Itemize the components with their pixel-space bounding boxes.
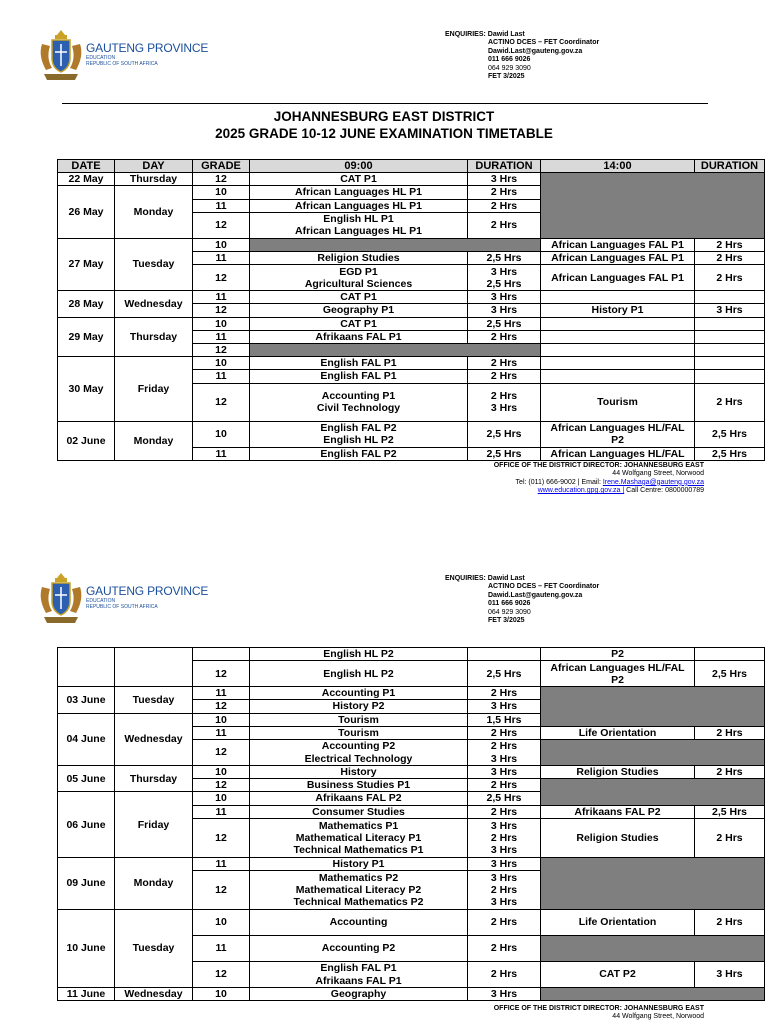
grade-cell: 12 [193, 962, 250, 988]
grade-cell: 10 [193, 988, 250, 1001]
morning-subject-cell: Accounting P2 [250, 936, 468, 962]
date-cell: 22 May [58, 173, 115, 186]
grade-cell: 12 [193, 344, 250, 357]
morning-subject-cell: Accounting [250, 910, 468, 936]
morning-duration-cell: 3 Hrs [468, 304, 541, 317]
no-session-cell [541, 740, 765, 766]
date-cell [58, 648, 115, 687]
logo-subtitle: EDUCATION [86, 54, 116, 61]
afternoon-duration-cell: 2,5 Hrs [695, 447, 765, 460]
enquiries-tel: 011 666 9026 [488, 56, 531, 64]
afternoon-subject-cell: Religion Studies [541, 818, 695, 857]
enquiries-block [445, 31, 599, 81]
gauteng-logo-2 [38, 567, 208, 627]
no-session-cell [541, 687, 765, 727]
table-row [58, 766, 765, 779]
date-cell: 27 May [58, 238, 115, 290]
afternoon-duration-cell: 2,5 Hrs [695, 421, 765, 447]
no-session-cell [541, 779, 765, 805]
morning-duration-cell: 3 Hrs [468, 700, 541, 713]
logo-title: GAUTENG PROVINCE [86, 583, 209, 598]
logo-title: GAUTENG PROVINCE [86, 40, 209, 55]
date-cell: 10 June [58, 910, 115, 988]
table-row [58, 687, 765, 700]
morning-subject-cell: Accounting P1 [250, 687, 468, 700]
logo-subtitle-2: REPUBLIC OF SOUTH AFRICA [86, 60, 158, 67]
afternoon-duration-cell [695, 291, 765, 304]
col-header-duration: DURATION [468, 160, 541, 173]
footer-page1 [494, 462, 704, 496]
day-cell: Tuesday [115, 910, 193, 988]
gauteng-logo [38, 24, 208, 84]
table-row [58, 421, 765, 447]
grade-cell: 11 [193, 857, 250, 870]
morning-subject-cell: Geography [250, 988, 468, 1001]
grade-cell: 11 [193, 936, 250, 962]
afternoon-duration-cell: 2 Hrs [695, 252, 765, 265]
no-session-cell [541, 988, 765, 1001]
enquiries-cell: 064 929 3090 [488, 64, 531, 72]
day-cell: Tuesday [115, 687, 193, 713]
grade-cell: 12 [193, 265, 250, 291]
enquiries-email: Dawid.Last@gauteng.gov.za [488, 591, 583, 599]
morning-subject-cell: English FAL P1 [250, 357, 468, 370]
afternoon-subject-cell [541, 291, 695, 304]
enquiries-cell: 064 929 3090 [488, 608, 531, 616]
table-row [58, 317, 765, 330]
grade-cell: 11 [193, 687, 250, 700]
col-header-day: DAY [115, 160, 193, 173]
no-session-cell [250, 238, 541, 251]
day-cell: Thursday [115, 766, 193, 792]
coat-of-arms-icon [38, 567, 84, 627]
no-session-cell [250, 344, 541, 357]
grade-cell: 12 [193, 661, 250, 687]
morning-subject-cell: African Languages HL P1 [250, 199, 468, 212]
grade-cell: 10 [193, 421, 250, 447]
day-cell: Monday [115, 857, 193, 909]
grade-cell: 10 [193, 713, 250, 726]
date-cell: 05 June [58, 766, 115, 792]
grade-cell: 12 [193, 304, 250, 317]
date-cell: 02 June [58, 421, 115, 460]
afternoon-subject-cell [541, 370, 695, 383]
col-header-grade: GRADE [193, 160, 250, 173]
morning-subject-cell: CAT P1 [250, 317, 468, 330]
morning-duration-cell: 2 Hrs [468, 726, 541, 739]
morning-subject-cell: English FAL P1 [250, 370, 468, 383]
afternoon-duration-cell: 2 Hrs [695, 910, 765, 936]
morning-subject-cell: History P1 [250, 857, 468, 870]
afternoon-duration-cell [695, 357, 765, 370]
afternoon-duration-cell: 3 Hrs [695, 304, 765, 317]
morning-duration-cell: 2 Hrs 3 Hrs [468, 740, 541, 766]
date-cell: 09 June [58, 857, 115, 909]
afternoon-duration-cell: 2 Hrs [695, 818, 765, 857]
morning-subject-cell: Business Studies P1 [250, 779, 468, 792]
afternoon-duration-cell [695, 317, 765, 330]
page-title: JOHANNESBURG EAST DISTRICT [273, 109, 495, 124]
morning-duration-cell: 1,5 Hrs [468, 713, 541, 726]
afternoon-subject-cell: African Languages HL/FAL [541, 447, 695, 460]
table-row [58, 238, 765, 251]
enquiries-ref: FET 3/2025 [488, 73, 525, 81]
morning-duration-cell: 2 Hrs [468, 779, 541, 792]
morning-duration-cell: 2,5 Hrs [468, 792, 541, 805]
enquiries-name: Dawid Last [487, 575, 525, 582]
morning-subject-cell: Religion Studies [250, 252, 468, 265]
morning-subject-cell: Tourism [250, 726, 468, 739]
enquiries-role: ACTINO DCES – FET Coordinator [488, 583, 600, 591]
morning-subject-cell: History P2 [250, 700, 468, 713]
col-header-0900: 09:00 [250, 160, 468, 173]
day-cell: Monday [115, 186, 193, 238]
afternoon-subject-cell: Afrikaans FAL P2 [541, 805, 695, 818]
timetable-page1 [57, 159, 765, 461]
enquiries-tel: 011 666 9026 [488, 600, 531, 608]
date-cell: 30 May [58, 357, 115, 421]
grade-cell: 11 [193, 726, 250, 739]
afternoon-duration-cell: 3 Hrs [695, 962, 765, 988]
date-cell: 03 June [58, 687, 115, 713]
afternoon-subject-cell [541, 330, 695, 343]
morning-duration-cell: 2 Hrs [468, 370, 541, 383]
date-cell: 04 June [58, 713, 115, 765]
morning-subject-cell: Accounting P2 Electrical Technology [250, 740, 468, 766]
footer-website-link[interactable]: www.education.gpg.gov.za | [537, 487, 625, 495]
no-session-cell [541, 857, 765, 909]
afternoon-subject-cell: African Languages HL/FAL P2 [541, 421, 695, 447]
grade-cell: 10 [193, 238, 250, 251]
timetable-page2 [57, 647, 765, 1001]
date-cell: 28 May [58, 291, 115, 317]
day-cell: Friday [115, 357, 193, 421]
afternoon-subject-cell: Tourism [541, 383, 695, 421]
table-row [58, 291, 765, 304]
morning-subject-cell: English FAL P1 Afrikaans FAL P1 [250, 962, 468, 988]
date-cell: 11 June [58, 988, 115, 1001]
morning-duration-cell: 2,5 Hrs [468, 447, 541, 460]
morning-duration-cell: 3 Hrs 2 Hrs 3 Hrs [468, 818, 541, 857]
morning-duration-cell: 2 Hrs [468, 199, 541, 212]
afternoon-subject-cell: African Languages FAL P1 [541, 238, 695, 251]
morning-duration-cell: 2 Hrs [468, 357, 541, 370]
morning-duration-cell: 3 Hrs 2 Hrs 3 Hrs [468, 871, 541, 910]
day-cell: Monday [115, 421, 193, 460]
morning-duration-cell: 2 Hrs [468, 687, 541, 700]
morning-subject-cell: Mathematics P1 Mathematical Literacy P1 Technical Mathematics P1 [250, 818, 468, 857]
enquiries-block-2 [445, 575, 599, 625]
col-header-duration-pm: DURATION [695, 160, 765, 173]
morning-subject-cell: English FAL P2 [250, 447, 468, 460]
morning-subject-cell: English HL P2 [250, 661, 468, 687]
grade-cell: 10 [193, 792, 250, 805]
day-cell: Wednesday [115, 713, 193, 765]
grade-cell: 10 [193, 766, 250, 779]
afternoon-duration-cell: 2,5 Hrs [695, 661, 765, 687]
morning-subject-cell: Geography P1 [250, 304, 468, 317]
afternoon-subject-cell [541, 344, 695, 357]
morning-duration-cell: 2,5 Hrs [468, 421, 541, 447]
morning-duration-cell: 3 Hrs [468, 766, 541, 779]
table-row [58, 173, 765, 186]
morning-duration-cell: 3 Hrs [468, 988, 541, 1001]
morning-subject-cell: English HL P1 African Languages HL P1 [250, 212, 468, 238]
afternoon-duration-cell: 2,5 Hrs [695, 805, 765, 818]
morning-duration-cell: 2 Hrs 3 Hrs [468, 383, 541, 421]
morning-subject-cell: Tourism [250, 713, 468, 726]
enquiries-name: Dawid Last [487, 31, 525, 38]
grade-cell: 12 [193, 700, 250, 713]
morning-subject-cell: English HL P2 [250, 648, 468, 661]
day-cell: Friday [115, 792, 193, 857]
col-header-date: DATE [58, 160, 115, 173]
table-row [58, 988, 765, 1001]
grade-cell: 11 [193, 199, 250, 212]
afternoon-duration-cell: 2 Hrs [695, 238, 765, 251]
morning-duration-cell [468, 648, 541, 661]
afternoon-duration-cell [695, 330, 765, 343]
grade-cell: 12 [193, 173, 250, 186]
afternoon-subject-cell: CAT P2 [541, 962, 695, 988]
morning-duration-cell: 2,5 Hrs [468, 317, 541, 330]
footer-contact: Tel: (011) 666-9002 | Email: [515, 478, 603, 486]
morning-duration-cell: 3 Hrs [468, 291, 541, 304]
grade-cell: 11 [193, 370, 250, 383]
grade-cell: 12 [193, 779, 250, 792]
table-row [58, 910, 765, 936]
day-cell: Tuesday [115, 238, 193, 290]
page-subtitle: 2025 GRADE 10-12 JUNE EXAMINATION TIMETABLE [215, 126, 553, 141]
afternoon-subject-cell: P2 [541, 648, 695, 661]
afternoon-subject-cell: History P1 [541, 304, 695, 317]
afternoon-duration-cell: 2 Hrs [695, 726, 765, 739]
grade-cell: 10 [193, 357, 250, 370]
col-header-1400: 14:00 [541, 160, 695, 173]
morning-subject-cell: Afrikaans FAL P1 [250, 330, 468, 343]
enquiries-label: ENQUIRIES: [445, 31, 486, 38]
morning-subject-cell: Afrikaans FAL P2 [250, 792, 468, 805]
grade-cell: 11 [193, 291, 250, 304]
coat-of-arms-icon [38, 24, 84, 84]
afternoon-duration-cell [695, 370, 765, 383]
enquiries-label: ENQUIRIES: [445, 575, 486, 582]
date-cell: 26 May [58, 186, 115, 238]
morning-subject-cell: Accounting P1 Civil Technology [250, 383, 468, 421]
day-cell [115, 648, 193, 687]
morning-subject-cell: CAT P1 [250, 291, 468, 304]
morning-duration-cell: 2 Hrs [468, 330, 541, 343]
grade-cell: 12 [193, 383, 250, 421]
afternoon-duration-cell: 2 Hrs [695, 383, 765, 421]
morning-duration-cell: 2,5 Hrs [468, 661, 541, 687]
morning-subject-cell: Mathematics P2 Mathematical Literacy P2 Technical Mathematics P2 [250, 871, 468, 910]
footer-office: OFFICE OF THE DISTRICT DIRECTOR: JOHANNESBURG EAST [493, 462, 704, 469]
grade-cell: 10 [193, 186, 250, 199]
morning-subject-cell: English FAL P2 English HL P2 [250, 421, 468, 447]
afternoon-duration-cell: 2 Hrs [695, 265, 765, 291]
afternoon-subject-cell: Religion Studies [541, 766, 695, 779]
afternoon-subject-cell: African Languages FAL P1 [541, 252, 695, 265]
afternoon-duration-cell [695, 344, 765, 357]
footer-address: 44 Wolfgang Street, Norwood [612, 1013, 704, 1021]
day-cell: Wednesday [115, 291, 193, 317]
afternoon-subject-cell [541, 317, 695, 330]
enquiries-role: ACTINO DCES – FET Coordinator [488, 39, 600, 47]
header-divider [62, 103, 708, 104]
morning-duration-cell: 3 Hrs [468, 857, 541, 870]
grade-cell [193, 648, 250, 661]
day-cell: Thursday [115, 173, 193, 186]
grade-cell: 11 [193, 447, 250, 460]
grade-cell: 12 [193, 818, 250, 857]
enquiries-email: Dawid.Last@gauteng.gov.za [488, 47, 583, 55]
table-row [58, 648, 765, 661]
morning-duration-cell: 2 Hrs [468, 186, 541, 199]
afternoon-subject-cell: African Languages HL/FAL P2 [541, 661, 695, 687]
day-cell: Thursday [115, 317, 193, 357]
morning-duration-cell: 2 Hrs [468, 936, 541, 962]
footer-email-link[interactable]: Irene.Mashaga@gauteng.gov.za [602, 478, 704, 486]
footer-office: OFFICE OF THE DISTRICT DIRECTOR: JOHANNESBURG EAST [493, 1005, 704, 1012]
footer-address: 44 Wolfgang Street, Norwood [612, 470, 704, 478]
date-cell: 29 May [58, 317, 115, 357]
logo-subtitle-2: REPUBLIC OF SOUTH AFRICA [86, 603, 158, 610]
afternoon-subject-cell: Life Orientation [541, 910, 695, 936]
grade-cell: 12 [193, 871, 250, 910]
morning-duration-cell: 2 Hrs [468, 910, 541, 936]
footer-callcentre: Call Centre: 0800000789 [624, 487, 704, 495]
morning-duration-cell: 2 Hrs [468, 962, 541, 988]
enquiries-ref: FET 3/2025 [488, 617, 525, 625]
morning-subject-cell: CAT P1 [250, 173, 468, 186]
table-row [58, 357, 765, 370]
morning-subject-cell: Consumer Studies [250, 805, 468, 818]
morning-duration-cell: 2 Hrs [468, 212, 541, 238]
day-cell: Wednesday [115, 988, 193, 1001]
date-cell: 06 June [58, 792, 115, 857]
morning-subject-cell: African Languages HL P1 [250, 186, 468, 199]
grade-cell: 12 [193, 740, 250, 766]
table-row [58, 857, 765, 870]
afternoon-subject-cell: African Languages FAL P1 [541, 265, 695, 291]
grade-cell: 11 [193, 330, 250, 343]
afternoon-duration-cell [695, 648, 765, 661]
footer-page2 [494, 1005, 704, 1022]
afternoon-duration-cell: 2 Hrs [695, 766, 765, 779]
no-session-cell [541, 936, 765, 962]
morning-duration-cell: 3 Hrs [468, 173, 541, 186]
morning-subject-cell: EGD P1 Agricultural Sciences [250, 265, 468, 291]
morning-duration-cell: 2,5 Hrs [468, 252, 541, 265]
grade-cell: 11 [193, 252, 250, 265]
afternoon-subject-cell: Life Orientation [541, 726, 695, 739]
grade-cell: 10 [193, 317, 250, 330]
grade-cell: 12 [193, 212, 250, 238]
logo-subtitle: EDUCATION [86, 597, 116, 604]
no-session-cell [541, 173, 765, 239]
morning-subject-cell: History [250, 766, 468, 779]
morning-duration-cell: 2 Hrs [468, 805, 541, 818]
grade-cell: 11 [193, 805, 250, 818]
morning-duration-cell: 3 Hrs 2,5 Hrs [468, 265, 541, 291]
afternoon-subject-cell [541, 357, 695, 370]
grade-cell: 10 [193, 910, 250, 936]
